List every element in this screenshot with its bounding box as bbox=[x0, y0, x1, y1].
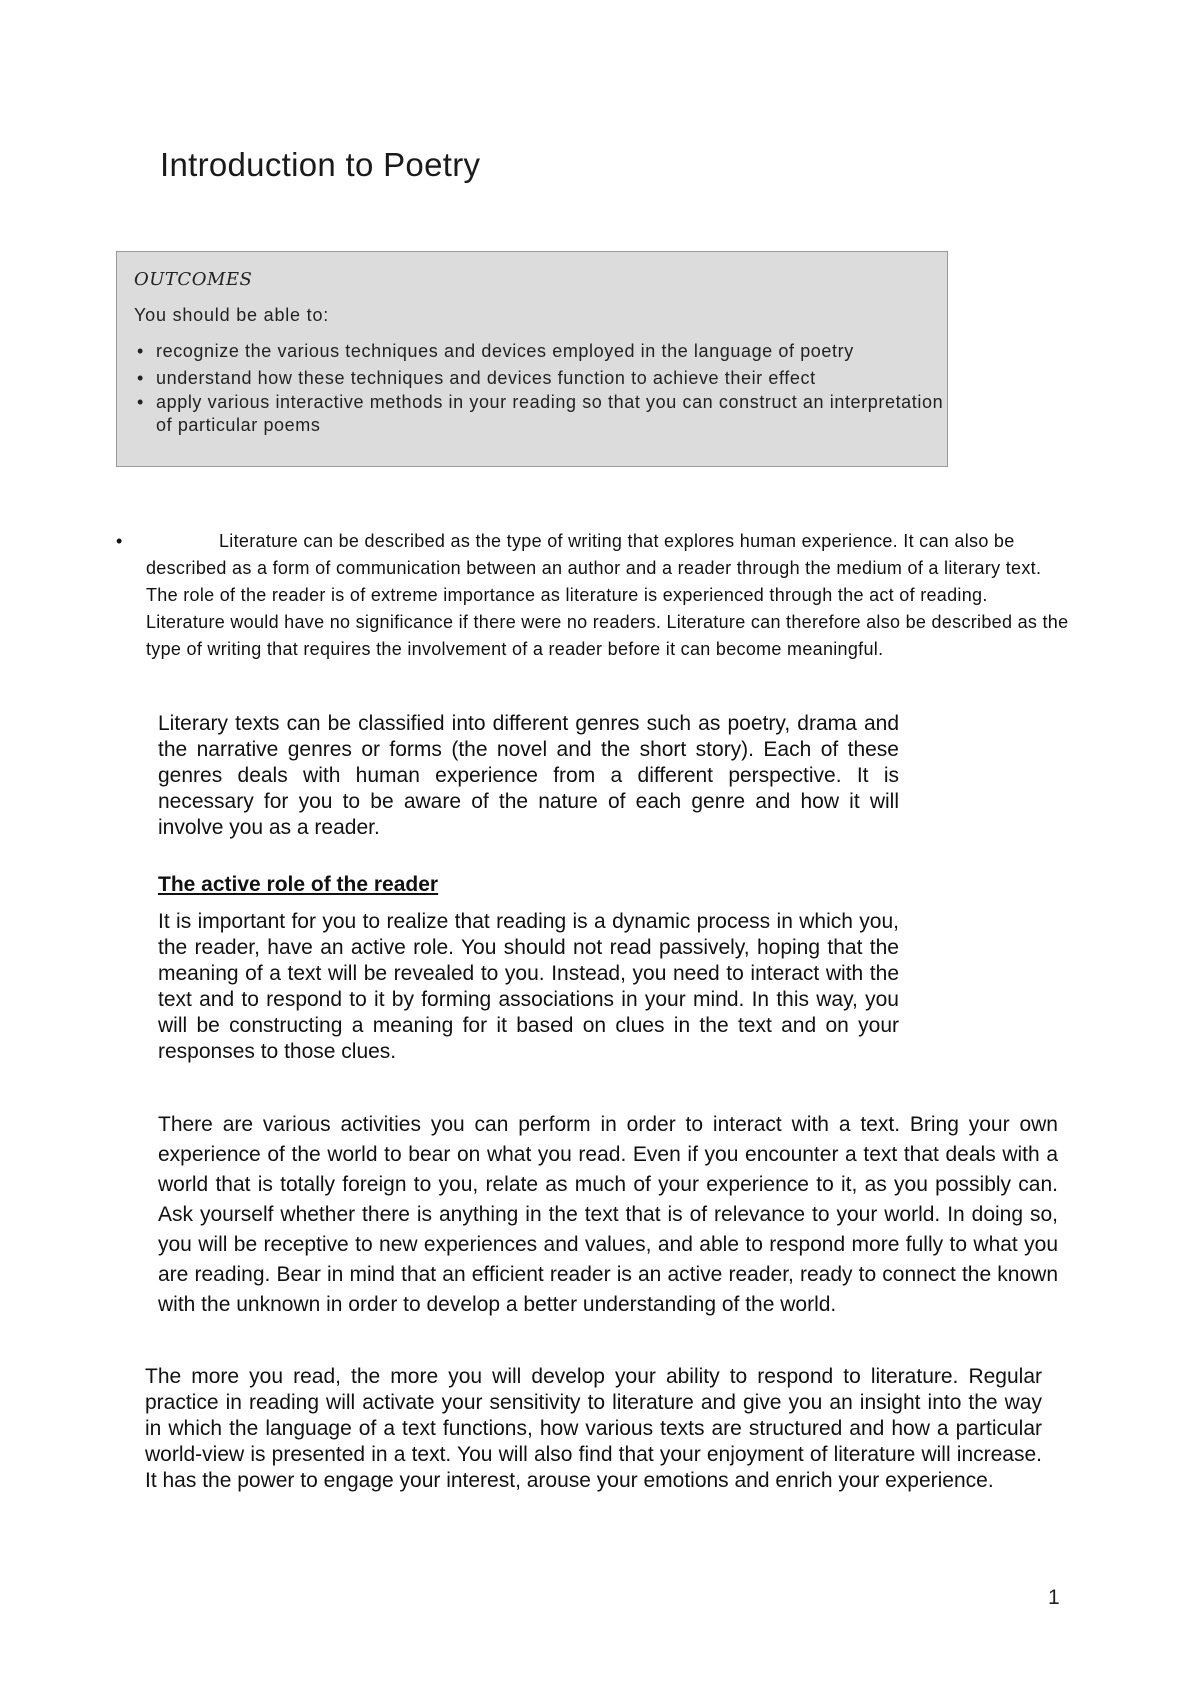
page-number: 1 bbox=[1048, 1586, 1060, 1609]
paragraph-activities: There are various activities you can perform in order to interact with a text. Bring your own experience of the world to bear on what you read. Even if you encounter a text that deals with a world that is totally foreign to you, relate as much of your experience to it, as you possibly can. Ask yourself whether there is anything in the text that is of relevance to your world. In doing so, you will be receptive to new experiences and values, and able to respond more fully to what you are reading. Bear in mind that an efficient reader is an active reader, ready to connect the known with the unknown in order to develop a better understanding of the world. bbox=[158, 1113, 1058, 1316]
outcome-item bbox=[134, 340, 944, 363]
bullet-icon: • bbox=[137, 341, 144, 361]
outcome-item-text: recognize the various techniques and devices employed in the language of poetry bbox=[156, 341, 854, 361]
outcomes-box bbox=[116, 251, 948, 467]
section-heading: The active role of the reader bbox=[158, 873, 439, 896]
outcome-item bbox=[134, 367, 944, 390]
bullet-icon: • bbox=[137, 392, 144, 412]
outcome-item-text: understand how these techniques and devices function to achieve their effect bbox=[156, 368, 816, 388]
paragraph-practice: The more you read, the more you will develop your ability to respond to literature. Regular practice in reading will activate your sensitivity to literature and give you an insight into the way in which the language of a text functions, how various texts are structured and how a particular world-view is presented in a text. You will also find that your enjoyment of literature will increase. It has the power to engage your interest, arouse your emotions and enrich your experience. bbox=[145, 1365, 1042, 1492]
paragraph-literature-definition bbox=[116, 528, 1071, 663]
bullet-icon: • bbox=[137, 368, 144, 388]
outcomes-list bbox=[134, 340, 944, 441]
bullet-icon: • bbox=[116, 531, 123, 551]
page-title: Introduction to Poetry bbox=[160, 146, 481, 183]
outcomes-heading: OUTCOMES bbox=[134, 269, 253, 290]
outcomes-intro: You should be able to: bbox=[134, 305, 330, 325]
paragraph-active-reading: It is important for you to realize that reading is a dynamic process in which you, the reader, have an active role. You should not read passively, hoping that the meaning of a text will be revealed to you. Instead, you need to interact with the text and to respond to it by forming associations in your mind. In this way, you will be constructing a meaning for it based on clues in the text and on your responses to those clues. bbox=[158, 910, 899, 1063]
paragraph-genres: Literary texts can be classified into different genres such as poetry, drama and the narrative genres or forms (the novel and the short story). Each of these genres deals with human experience from a different perspective. It is necessary for you to be aware of the nature of each genre and how it will involve you as a reader. bbox=[158, 712, 899, 839]
outcome-item-text: apply various interactive methods in your reading so that you can construct an interpretation of particular poems bbox=[156, 392, 944, 435]
outcome-item bbox=[134, 391, 944, 437]
paragraph-text: Literature can be described as the type of writing that explores human experience. It can also be described as a form of communication between an author and a reader through the medium of a literary text. The role of the reader is of extreme importance as literature is experienced through the act of reading. Literature would have no significance if there were no readers. Literature can therefore also be described as the type of writing that requires the involvement of a reader before it can become meaningful. bbox=[146, 531, 1069, 659]
